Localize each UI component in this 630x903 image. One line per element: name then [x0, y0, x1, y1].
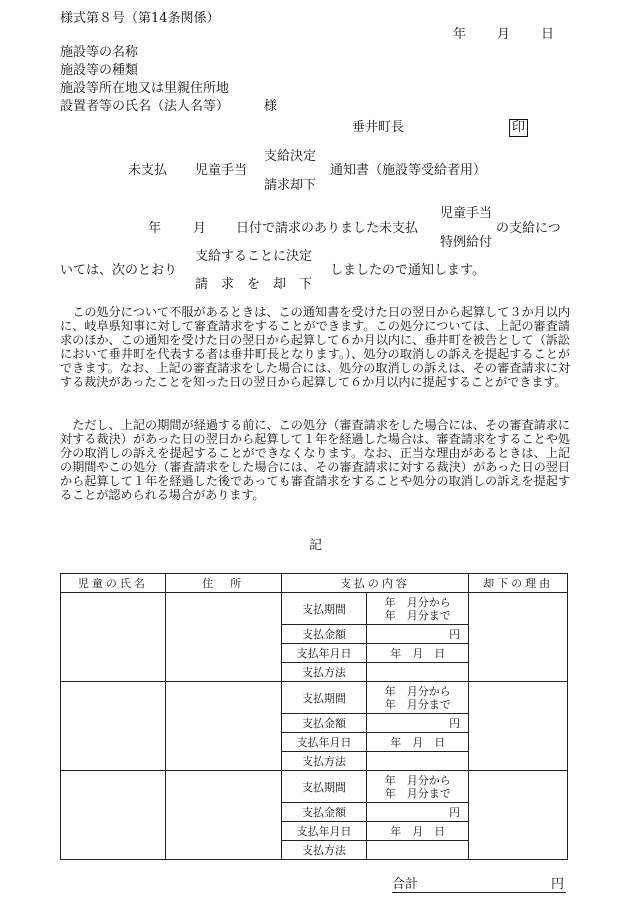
body-line1: 日付で請求のありました未支払	[236, 221, 419, 236]
title-prefix: 未支払	[128, 163, 168, 178]
founder-name-label: 設置者等の氏名（法人名等）	[60, 99, 230, 114]
body-line2-tail: しましたので通知します。	[330, 263, 485, 278]
option-allowance-top: 児童手当	[440, 206, 493, 221]
payment-method-label: 支払方法	[281, 841, 367, 860]
seal-mark: 印	[509, 119, 528, 137]
amount-label: 支払金額	[281, 803, 367, 822]
payment-date-label: 支払年月日	[281, 822, 367, 841]
address-cell[interactable]	[165, 771, 281, 860]
header-child-name: 児童の氏名	[61, 574, 166, 593]
period-to: 年 月分まで	[384, 697, 451, 711]
facility-type-label: 施設等の種類	[60, 63, 139, 78]
title-allowance: 児童手当	[195, 163, 248, 178]
amount-label: 支払金額	[281, 625, 367, 644]
address-cell[interactable]	[165, 682, 281, 771]
rejection-reason-cell[interactable]	[469, 593, 568, 682]
title-decision-bottom: 請求却下	[264, 178, 317, 193]
title-suffix: 通知書（施設等受給者用）	[330, 163, 487, 178]
header-payment-content: 支払の内容	[281, 574, 469, 593]
total-unit: 円	[550, 877, 564, 892]
body-month: 月	[193, 221, 207, 236]
period-value[interactable]	[367, 682, 469, 714]
honorific: 様	[264, 99, 278, 114]
period-to: 年 月分まで	[384, 786, 451, 800]
header-address: 住 所	[165, 574, 281, 593]
child-name-cell[interactable]	[61, 682, 166, 771]
body-year: 年	[148, 221, 162, 236]
date-year: 年	[453, 27, 467, 42]
body-line1-tail: の支給につ	[496, 221, 561, 236]
title-decision-top: 支給決定	[264, 149, 317, 164]
period-value[interactable]	[367, 771, 469, 803]
form-number: 様式第８号（第14条関係）	[60, 11, 220, 26]
facility-name-label: 施設等の名称	[60, 45, 139, 60]
payment-method-value[interactable]	[367, 752, 469, 771]
payment-method-value[interactable]	[367, 841, 469, 860]
total-label: 合計	[392, 877, 419, 892]
amount-value[interactable]: 円	[367, 714, 469, 733]
facility-address-label: 施設等所在地又は里親住所地	[60, 81, 230, 96]
amount-label: 支払金額	[281, 714, 367, 733]
amount-value[interactable]: 円	[367, 803, 469, 822]
period-from: 年 月分から	[384, 684, 451, 698]
payment-date-label: 支払年月日	[281, 733, 367, 752]
period-value[interactable]	[367, 593, 469, 625]
child-name-cell[interactable]	[61, 593, 166, 682]
period-label: 支払期間	[281, 682, 367, 714]
payment-date-value[interactable]: 年 月 日	[367, 733, 469, 752]
period-from: 年 月分から	[384, 595, 451, 609]
payment-method-label: 支払方法	[281, 663, 367, 682]
rejection-reason-cell[interactable]	[469, 682, 568, 771]
total-line[interactable]	[392, 877, 566, 893]
option-decision-bottom: 請 求 を 却 下	[195, 277, 313, 292]
period-from: 年 月分から	[384, 773, 451, 787]
period-to: 年 月分まで	[384, 608, 451, 622]
option-decision-top: 支給することに決定	[195, 249, 313, 264]
payment-method-value[interactable]	[367, 663, 469, 682]
amount-value[interactable]: 円	[367, 625, 469, 644]
appeal-paragraph-2: ただし、上記の期間が経過する前に、この処分（審査請求をした場合には、その審査請求に対する裁決）があった日の翌日から起算して１年を経過した場合は、審査請求をすることや処分の取消しの訴えを提起することができなくなります。なお、正当な理由があるときは、上記の期間やこの処分（審査請求をした場合には、その審査請求に対する裁決）があった日の翌日から起算して１年を経過した後であっても審査請求をすることや処分の取消しの訴えを提起することが認められる場合があります。	[60, 418, 570, 502]
payment-date-label: 支払年月日	[281, 644, 367, 663]
period-label: 支払期間	[281, 771, 367, 803]
period-label: 支払期間	[281, 593, 367, 625]
date-month: 月	[497, 27, 511, 42]
appeal-paragraph-1: この処分について不服があるときは、この通知書を受けた日の翌日から起算して３か月以内に、岐阜県知事に対して審査請求をすることができます。この処分については、上記の審査請求のほか、この通知を受けた日の翌日から起算して６か月以内に、垂井町を被告として（訴訟において垂井町を代表する者は垂井町長となります。）、処分の取消しの訴えを提起することができます。なお、上記の審査請求をした場合には、処分の取消しの訴えは、その審査請求に対する裁決があったことを知った日の翌日から起算して６か月以内に提起することができます。	[60, 305, 570, 389]
payment-method-label: 支払方法	[281, 752, 367, 771]
rejection-reason-cell[interactable]	[469, 771, 568, 860]
body-line2-head: いては、次のとおり	[60, 263, 178, 278]
payment-date-value[interactable]: 年 月 日	[367, 644, 469, 663]
header-rejection-reason: 却下の理由	[469, 574, 568, 593]
child-name-cell[interactable]	[61, 771, 166, 860]
payment-date-value[interactable]: 年 月 日	[367, 822, 469, 841]
payment-table	[60, 573, 568, 860]
option-allowance-bottom: 特例給付	[440, 235, 493, 250]
ki-heading: 記	[309, 538, 323, 553]
date-day: 日	[541, 27, 555, 42]
issuer-title: 垂井町長	[352, 120, 405, 135]
address-cell[interactable]	[165, 593, 281, 682]
